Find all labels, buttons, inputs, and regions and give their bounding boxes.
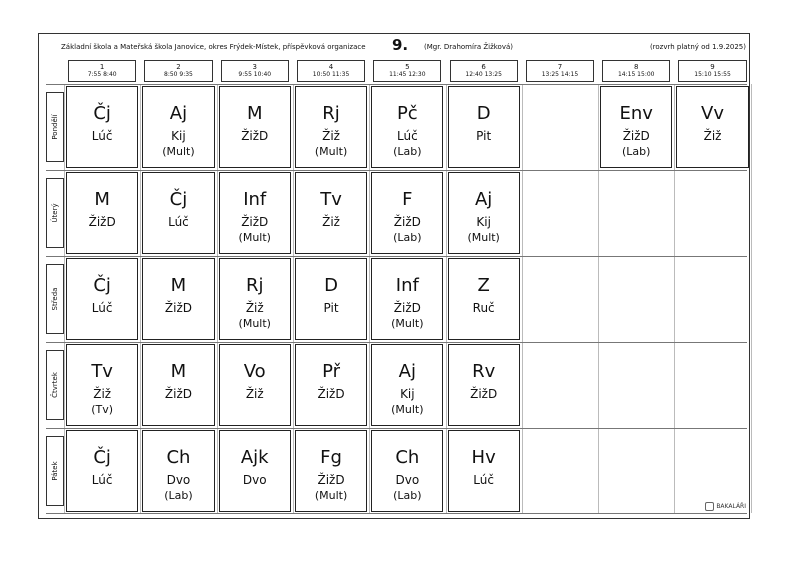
lesson-teacher: Žiž xyxy=(245,387,264,401)
day-label xyxy=(46,350,64,420)
period-number: 4 xyxy=(328,63,334,71)
period-time: 15:10 15:55 xyxy=(694,71,731,78)
lesson-cell[interactable] xyxy=(66,344,138,426)
day-label xyxy=(46,264,64,334)
period-time: 14:15 15:00 xyxy=(617,71,655,78)
grid-column-line xyxy=(522,84,523,513)
period-header xyxy=(221,60,289,82)
period-number: 2 xyxy=(176,63,181,71)
lesson-cell[interactable] xyxy=(219,258,291,340)
day-name: Pondělí xyxy=(51,114,59,140)
lesson-teacher: Lúč xyxy=(168,215,189,229)
class-teacher: (Mgr. Drahomíra Žižková) xyxy=(424,43,513,51)
lesson-subject: Ajk xyxy=(240,447,269,468)
lesson-teacher: Žiž xyxy=(322,215,340,229)
lesson-subject: Tv xyxy=(320,189,342,210)
lesson-room: (Lab) xyxy=(164,489,193,502)
grid-row-line xyxy=(46,513,747,514)
lesson-subject: Aj xyxy=(169,103,188,124)
lesson-teacher: ŽižD xyxy=(164,301,192,315)
day-name: Úterý xyxy=(51,203,59,223)
lesson-room: (Tv) xyxy=(91,403,114,416)
lesson-teacher: ŽižD xyxy=(317,473,345,487)
lesson-room: (Mult) xyxy=(162,145,195,158)
lesson-room: (Mult) xyxy=(467,231,500,244)
lesson-teacher: Pit xyxy=(476,129,492,143)
school-name: Základní škola a Mateřská škola Janovice, okres Frýdek-Místek, příspěvková organizace xyxy=(61,43,366,51)
lesson-teacher: Lúč xyxy=(396,129,418,143)
lesson-subject: Čj xyxy=(169,189,188,210)
lesson-teacher: ŽižD xyxy=(317,387,345,401)
lesson-cell[interactable] xyxy=(219,172,291,254)
lesson-cell[interactable] xyxy=(295,430,367,512)
lesson-teacher: Pit xyxy=(323,301,339,315)
lesson-teacher: ŽižD xyxy=(241,215,269,229)
lesson-subject: Z xyxy=(477,275,490,296)
grid-column-line xyxy=(293,84,294,513)
period-number: 6 xyxy=(481,63,486,71)
lesson-teacher: ŽižD xyxy=(164,387,192,401)
lesson-teacher: Lúč xyxy=(91,129,113,143)
lesson-teacher: ŽižD xyxy=(393,301,421,315)
lesson-teacher: Žiž xyxy=(322,129,340,143)
lesson-teacher: Kij xyxy=(171,129,186,143)
lesson-teacher: Dvo xyxy=(395,473,420,487)
period-time: 13:25 14:15 xyxy=(541,71,579,78)
lesson-room: (Mult) xyxy=(391,403,424,416)
day-name: Středa xyxy=(51,287,59,311)
period-time: 9:55 10:40 xyxy=(238,71,272,78)
lesson-subject: M xyxy=(246,103,263,124)
lesson-subject: Čj xyxy=(93,447,111,468)
lesson-room: (Mult) xyxy=(314,489,348,502)
lesson-cell[interactable] xyxy=(66,430,138,512)
lesson-teacher: Žiž xyxy=(93,387,112,401)
lesson-subject: Tv xyxy=(91,361,113,382)
lesson-teacher: Kij xyxy=(476,215,491,229)
grid-column-line xyxy=(140,84,141,513)
grid-row-line xyxy=(46,170,747,171)
day-label xyxy=(46,178,64,248)
grid-row-line xyxy=(46,428,747,429)
lesson-teacher: ŽižD xyxy=(470,387,498,401)
lesson-teacher: Dvo xyxy=(166,473,191,487)
period-header xyxy=(68,60,136,82)
lesson-room: (Lab) xyxy=(622,145,651,158)
lesson-cell[interactable] xyxy=(448,172,520,254)
lesson-subject: Vv xyxy=(701,103,725,124)
lesson-subject: Čj xyxy=(93,275,111,296)
lesson-subject: Fg xyxy=(320,447,342,468)
lesson-teacher: Kij xyxy=(400,387,415,401)
lesson-cell[interactable] xyxy=(142,344,214,426)
lesson-subject: Ch xyxy=(395,447,420,468)
lesson-cell[interactable] xyxy=(142,258,214,340)
day-label xyxy=(46,92,64,162)
lesson-cell[interactable] xyxy=(142,86,214,168)
lesson-cell[interactable] xyxy=(66,258,138,340)
lesson-room: (Mult) xyxy=(238,317,271,330)
lesson-subject: Vo xyxy=(243,361,266,382)
lesson-subject: D xyxy=(324,275,338,296)
lesson-subject: Rj xyxy=(322,103,340,124)
grid-column-line xyxy=(369,84,370,513)
lesson-subject: Rj xyxy=(245,275,264,296)
lesson-subject: Aj xyxy=(398,361,416,382)
lesson-teacher: Dvo xyxy=(242,473,267,487)
lesson-cell[interactable] xyxy=(448,86,520,168)
lesson-cell[interactable] xyxy=(142,172,214,254)
lesson-cell[interactable] xyxy=(295,258,367,340)
lesson-teacher: Žiž xyxy=(245,301,264,315)
lesson-cell[interactable] xyxy=(448,430,520,512)
day-label xyxy=(46,436,64,506)
period-time: 7:55 8:40 xyxy=(87,71,117,78)
lesson-subject: Inf xyxy=(395,275,419,296)
lesson-subject: M xyxy=(170,275,187,296)
period-header xyxy=(144,60,212,82)
grid-column-line xyxy=(217,84,218,513)
lesson-cell[interactable] xyxy=(371,258,443,340)
lesson-teacher: Lúč xyxy=(473,473,494,487)
period-time: 11:45 12:30 xyxy=(389,71,426,78)
lesson-subject: M xyxy=(94,189,110,210)
lesson-cell[interactable] xyxy=(295,344,367,426)
lesson-teacher: Žiž xyxy=(703,129,722,143)
bakalari-logo-icon xyxy=(705,502,714,511)
period-header xyxy=(297,60,365,82)
lesson-cell[interactable] xyxy=(371,172,443,254)
lesson-subject: Inf xyxy=(243,189,267,210)
lesson-cell[interactable] xyxy=(371,430,443,512)
period-time: 8:50 9:35 xyxy=(164,71,193,78)
grid-row-line xyxy=(46,84,747,85)
lesson-room: (Lab) xyxy=(393,145,422,158)
lesson-subject: Pč xyxy=(396,103,418,124)
period-number: 1 xyxy=(99,63,105,71)
lesson-cell[interactable] xyxy=(676,86,748,168)
lesson-teacher: ŽižD xyxy=(88,215,116,229)
bakalari-logo xyxy=(705,502,746,511)
lesson-teacher: Ruč xyxy=(472,301,495,315)
period-number: 3 xyxy=(252,63,257,71)
lesson-subject: Rv xyxy=(472,361,496,382)
lesson-cell[interactable] xyxy=(219,344,291,426)
grid-column-line xyxy=(751,84,752,513)
lesson-cell[interactable] xyxy=(448,258,520,340)
class-name: 9. xyxy=(392,36,409,54)
lesson-room: (Mult) xyxy=(314,145,348,158)
period-header xyxy=(373,60,441,82)
bakalari-logo-text: BAKALÁŘI xyxy=(716,503,746,510)
lesson-cell[interactable] xyxy=(219,430,291,512)
lesson-cell[interactable] xyxy=(295,86,367,168)
lesson-subject: Env xyxy=(619,103,653,124)
grid-row-line xyxy=(46,342,747,343)
period-time: 12:40 13:25 xyxy=(465,71,502,78)
lesson-subject: D xyxy=(476,103,491,124)
lesson-cell[interactable] xyxy=(219,86,291,168)
lesson-teacher: ŽižD xyxy=(622,129,650,143)
period-number: 8 xyxy=(634,63,639,71)
lesson-cell[interactable] xyxy=(371,344,443,426)
day-name: Pátek xyxy=(51,461,59,481)
lesson-subject: F xyxy=(402,189,413,210)
grid-column-line xyxy=(64,84,65,513)
lesson-cell[interactable] xyxy=(295,172,367,254)
grid-column-line xyxy=(674,84,675,513)
lesson-room: (Mult) xyxy=(391,317,424,330)
day-name: Čtvrtek xyxy=(51,372,59,398)
lesson-teacher: Lúč xyxy=(91,473,113,487)
grid-row-line xyxy=(46,256,747,257)
period-header xyxy=(526,60,594,82)
period-header xyxy=(602,60,670,82)
grid-column-line xyxy=(446,84,447,513)
lesson-room: (Lab) xyxy=(393,231,422,244)
lesson-teacher: ŽižD xyxy=(241,129,269,143)
grid-column-line xyxy=(598,84,599,513)
period-number: 9 xyxy=(710,63,715,71)
period-time: 10:50 11:35 xyxy=(312,71,350,78)
lesson-cell[interactable] xyxy=(66,172,138,254)
lesson-room: (Mult) xyxy=(238,231,271,244)
lesson-subject: Hv xyxy=(471,447,496,468)
lesson-teacher: Lúč xyxy=(91,301,113,315)
period-header xyxy=(678,60,746,82)
lesson-cell[interactable] xyxy=(66,86,138,168)
lesson-subject: Aj xyxy=(474,189,493,210)
lesson-cell[interactable] xyxy=(142,430,214,512)
lesson-cell[interactable] xyxy=(448,344,520,426)
period-number: 7 xyxy=(557,63,563,71)
valid-from: (rozvrh platný od 1.9.2025) xyxy=(649,43,746,51)
lesson-subject: M xyxy=(170,361,187,382)
lesson-room: (Lab) xyxy=(393,489,422,502)
lesson-subject: Př xyxy=(322,361,341,382)
lesson-cell[interactable] xyxy=(600,86,672,168)
lesson-teacher: ŽižD xyxy=(393,215,421,229)
period-number: 5 xyxy=(405,63,410,71)
lesson-cell[interactable] xyxy=(371,86,443,168)
lesson-subject: Ch xyxy=(166,447,191,468)
period-header xyxy=(450,60,518,82)
lesson-subject: Čj xyxy=(93,103,111,124)
